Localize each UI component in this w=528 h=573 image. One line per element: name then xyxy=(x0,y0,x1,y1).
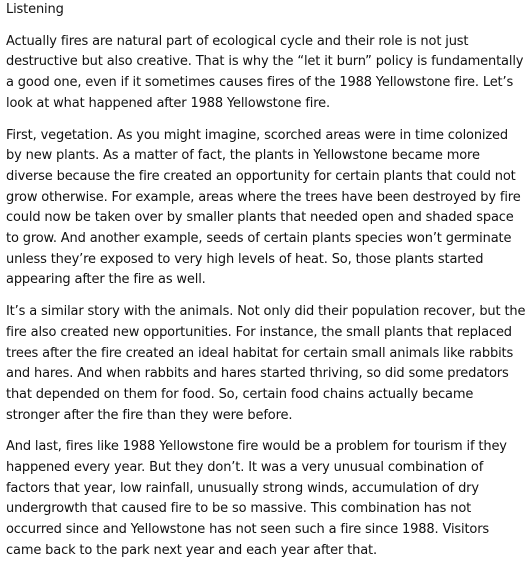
document-heading: Listening xyxy=(6,2,64,17)
paragraph-tourism: And last, fires like 1988 Yellowstone fire would be a problem for tourism if they happened every year. But they don’t. It was a very unusual combination of factors that year, low rainfall, unusually strong winds, accumulation of dry undergrowth that caused fire to be so massive. This combination has not occurred since and Yellowstone has not seen such a fire since 1988. Visitors came back to the park next year and each year after that. xyxy=(6,439,507,558)
paragraph-animals: It’s a similar story with the animals. Not only did their population recover, but the fire also created new opportunities. For instance, the small plants that replaced trees after the fire created an ideal habitat for certain small animals like rabbits and hares. And when rabbits and hares started thriving, so did some predators that depended on them for food. So, certain food chains actually became stronger after the fire than they were before. xyxy=(6,304,526,423)
document-body xyxy=(6,0,526,573)
paragraph-vegetation: First, vegetation. As you might imagine, scorched areas were in time colonized by new plants. As a matter of fact, the plants in Yellowstone became more diverse because the fire created an opportunity for certain plants that could not grow otherwise. For example, areas where the trees have been destroyed by fire could now be taken over by smaller plants that needed open and shaded space to grow. And another example, seeds of certain plants species won’t germinate unless they’re exposed to very high levels of heat. So, those plants started appearing after the fire as well. xyxy=(6,127,521,288)
paragraph-intro: Actually fires are natural part of ecological cycle and their role is not just destructive but also creative. That is why the “let it burn” policy is fundamentally a good one, even if it sometimes causes fires of the 1988 Yellowstone fire. Let’s look at what happened after 1988 Yellowstone fire. xyxy=(6,33,524,111)
